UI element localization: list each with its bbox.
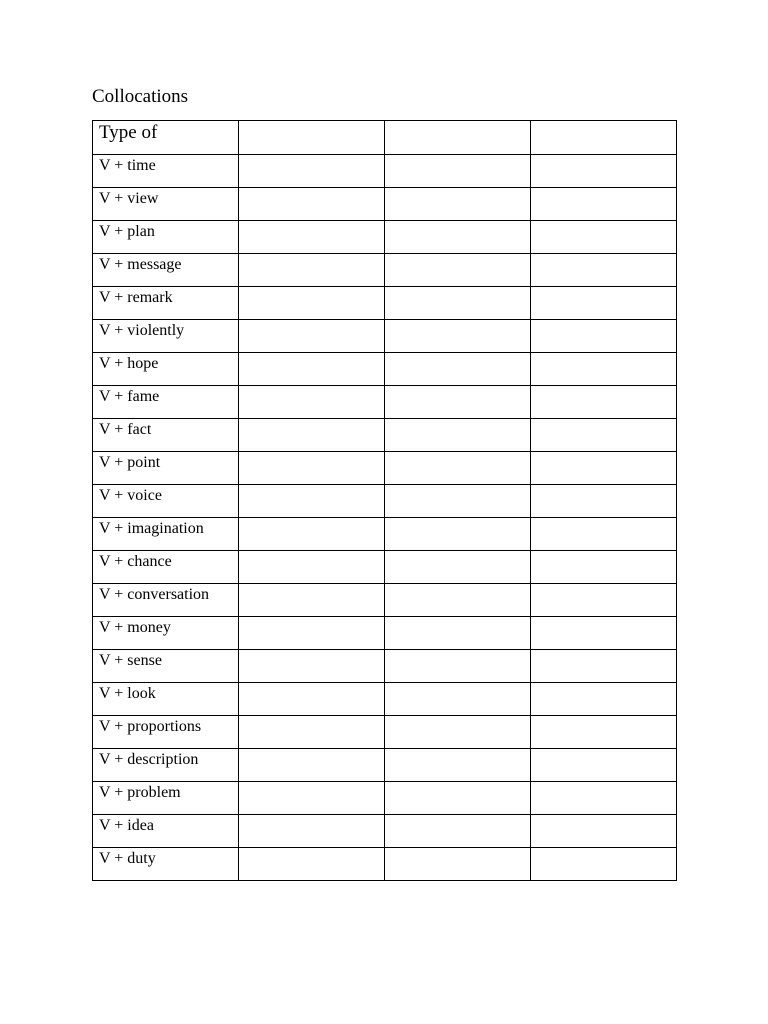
table-row (93, 386, 677, 419)
table-row (93, 419, 677, 452)
table-row (93, 320, 677, 353)
answer-cell[interactable] (385, 419, 531, 452)
answer-cell[interactable] (531, 617, 677, 650)
answer-cell[interactable] (531, 353, 677, 386)
answer-cell[interactable] (531, 221, 677, 254)
row-label-cell: V + imagination (93, 518, 239, 551)
answer-cell[interactable] (531, 287, 677, 320)
answer-cell[interactable] (531, 551, 677, 584)
answer-cell[interactable] (239, 617, 385, 650)
answer-cell[interactable] (385, 254, 531, 287)
row-label-cell: V + look (93, 683, 239, 716)
answer-cell[interactable] (385, 155, 531, 188)
answer-cell[interactable] (531, 386, 677, 419)
row-label-cell: V + chance (93, 551, 239, 584)
row-label-cell: V + fame (93, 386, 239, 419)
table-row (93, 716, 677, 749)
answer-cell[interactable] (239, 518, 385, 551)
collocations-table (92, 120, 677, 881)
answer-cell[interactable] (239, 254, 385, 287)
table-row (93, 683, 677, 716)
row-label-cell: V + description (93, 749, 239, 782)
answer-cell[interactable] (385, 782, 531, 815)
answer-cell[interactable] (385, 815, 531, 848)
answer-cell[interactable] (531, 188, 677, 221)
table-row (93, 353, 677, 386)
answer-cell[interactable] (239, 815, 385, 848)
answer-cell[interactable] (239, 419, 385, 452)
answer-cell[interactable] (239, 584, 385, 617)
answer-cell[interactable] (239, 848, 385, 881)
row-label-cell: V + duty (93, 848, 239, 881)
answer-cell[interactable] (531, 419, 677, 452)
answer-cell[interactable] (385, 353, 531, 386)
answer-cell[interactable] (385, 287, 531, 320)
row-label-cell: V + plan (93, 221, 239, 254)
answer-cell[interactable] (385, 716, 531, 749)
answer-cell[interactable] (239, 782, 385, 815)
row-label-cell: V + view (93, 188, 239, 221)
answer-cell[interactable] (385, 584, 531, 617)
answer-cell[interactable] (531, 485, 677, 518)
table-row (93, 221, 677, 254)
answer-cell[interactable] (239, 353, 385, 386)
table-row (93, 287, 677, 320)
answer-cell[interactable] (531, 584, 677, 617)
answer-cell[interactable] (239, 188, 385, 221)
answer-cell[interactable] (239, 386, 385, 419)
answer-cell[interactable] (239, 485, 385, 518)
table-row (93, 650, 677, 683)
table-row (93, 782, 677, 815)
row-label-cell: V + sense (93, 650, 239, 683)
answer-cell[interactable] (385, 518, 531, 551)
table-row (93, 155, 677, 188)
answer-cell[interactable] (239, 452, 385, 485)
row-label-cell: V + remark (93, 287, 239, 320)
answer-cell[interactable] (385, 188, 531, 221)
row-label-cell: V + fact (93, 419, 239, 452)
answer-cell[interactable] (385, 683, 531, 716)
answer-cell[interactable] (531, 320, 677, 353)
answer-cell[interactable] (531, 749, 677, 782)
answer-cell[interactable] (385, 386, 531, 419)
answer-cell[interactable] (531, 782, 677, 815)
row-label-cell: V + time (93, 155, 239, 188)
answer-cell[interactable] (385, 749, 531, 782)
answer-cell[interactable] (385, 485, 531, 518)
header-cell-empty[interactable] (531, 121, 677, 155)
table-row (93, 584, 677, 617)
header-cell-type-of: Type of (93, 121, 239, 155)
answer-cell[interactable] (239, 551, 385, 584)
table-header-row (93, 121, 677, 155)
header-cell-empty[interactable] (385, 121, 531, 155)
table-row (93, 254, 677, 287)
table-row (93, 617, 677, 650)
answer-cell[interactable] (531, 650, 677, 683)
answer-cell[interactable] (531, 254, 677, 287)
row-label-cell: V + violently (93, 320, 239, 353)
table-row (93, 815, 677, 848)
answer-cell[interactable] (385, 617, 531, 650)
answer-cell[interactable] (239, 221, 385, 254)
row-label-cell: V + idea (93, 815, 239, 848)
answer-cell[interactable] (239, 155, 385, 188)
row-label-cell: V + problem (93, 782, 239, 815)
header-cell-empty[interactable] (239, 121, 385, 155)
table-row (93, 848, 677, 881)
answer-cell[interactable] (385, 551, 531, 584)
answer-cell[interactable] (531, 518, 677, 551)
table-row (93, 551, 677, 584)
row-label-cell: V + proportions (93, 716, 239, 749)
answer-cell[interactable] (239, 287, 385, 320)
answer-cell[interactable] (531, 815, 677, 848)
answer-cell[interactable] (385, 221, 531, 254)
row-label-cell: V + money (93, 617, 239, 650)
row-label-cell: V + message (93, 254, 239, 287)
answer-cell[interactable] (531, 452, 677, 485)
answer-cell[interactable] (531, 155, 677, 188)
page-title: Collocations (92, 86, 189, 107)
table-row (93, 485, 677, 518)
row-label-cell: V + point (93, 452, 239, 485)
table-row (93, 188, 677, 221)
table-row (93, 452, 677, 485)
answer-cell[interactable] (385, 452, 531, 485)
table-row (93, 749, 677, 782)
answer-cell[interactable] (531, 848, 677, 881)
table-row (93, 518, 677, 551)
row-label-cell: V + voice (93, 485, 239, 518)
answer-cell[interactable] (239, 749, 385, 782)
answer-cell[interactable] (385, 848, 531, 881)
answer-cell[interactable] (531, 716, 677, 749)
answer-cell[interactable] (239, 320, 385, 353)
row-label-cell: V + conversation (93, 584, 239, 617)
answer-cell[interactable] (531, 683, 677, 716)
answer-cell[interactable] (239, 716, 385, 749)
answer-cell[interactable] (239, 683, 385, 716)
row-label-cell: V + hope (93, 353, 239, 386)
answer-cell[interactable] (385, 650, 531, 683)
answer-cell[interactable] (385, 320, 531, 353)
answer-cell[interactable] (239, 650, 385, 683)
